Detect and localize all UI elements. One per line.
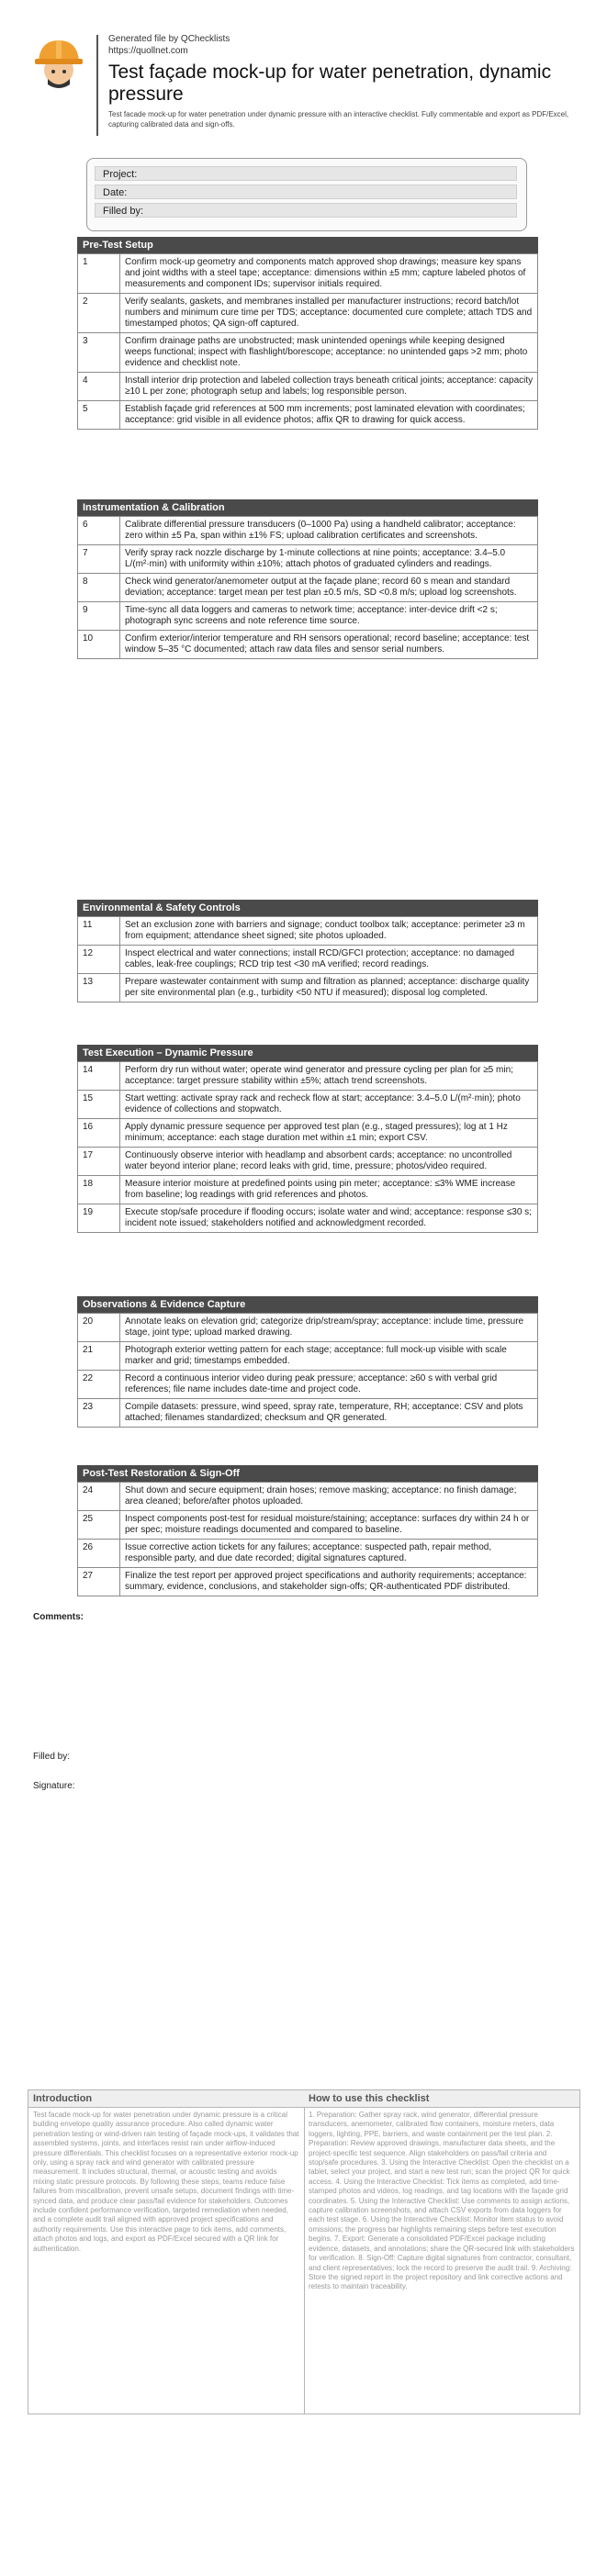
item-number: 12: [78, 946, 120, 974]
checklist-table: [77, 1313, 538, 1428]
item-text: Continuously observe interior with headlamp and absorbent cards; acceptance: no uncontrolled water beyond interior plane; record leaks with grid, time, pressure; photos/video required.: [120, 1148, 538, 1176]
checklist-item[interactable]: [78, 517, 538, 545]
item-number: 1: [78, 254, 120, 294]
item-text: Apply dynamic pressure sequence per approved test plan (e.g., staged pressures); log at 1 Hz minimum; acceptance: each stage duration met within ±1 min; export CSV.: [120, 1119, 538, 1148]
date-field[interactable]: Date:: [95, 185, 517, 199]
item-number: 14: [78, 1062, 120, 1091]
item-number: 21: [78, 1342, 120, 1371]
checklist-item[interactable]: [78, 401, 538, 430]
comments-label: Comments:: [33, 1612, 84, 1622]
generated-by-text: Generated file by QChecklists: [108, 34, 230, 44]
item-text: Prepare wastewater containment with sump and filtration as planned; acceptance: discharge quality per site environmental plan (e.g., turbidity <50 NTU if measured); disposal log completed.: [120, 974, 538, 1002]
hardhat-logo-icon: [29, 33, 88, 92]
checklist-item[interactable]: [78, 545, 538, 574]
howto-heading: How to use this checklist: [304, 2090, 579, 2108]
introduction-heading: Introduction: [28, 2090, 304, 2108]
item-number: 11: [78, 917, 120, 946]
item-text: Issue corrective action tickets for any failures; acceptance: suspected path, repair method, responsible party, and due date recorded; digital signatures captured.: [120, 1540, 538, 1568]
item-number: 10: [78, 631, 120, 659]
item-text: Annotate leaks on elevation grid; categorize drip/stream/spray; acceptance: include time, pressure stage, joint type; upload marked drawing.: [120, 1314, 538, 1342]
item-text: Shut down and secure equipment; drain hoses; remove masking; acceptance: no finish damage; area cleaned; before/after photos uploaded.: [120, 1483, 538, 1511]
item-text: Confirm exterior/interior temperature and RH sensors operational; record baseline; acceptance: test window 5–35 °C documented; attach raw data files and sensor serial numbers.: [120, 631, 538, 659]
item-number: 18: [78, 1176, 120, 1204]
checklist-item[interactable]: [78, 1342, 538, 1371]
header-divider: [96, 35, 98, 136]
checklist-item[interactable]: [78, 1314, 538, 1342]
checklist-section: [77, 1465, 538, 1596]
info-panel: [28, 2089, 580, 2414]
checklist-item[interactable]: [78, 1483, 538, 1511]
item-text: Confirm mock-up geometry and components match approved shop drawings; measure key spans and joint widths with a steel tape; acceptance: dimensions within ±5 mm; capture labeled photos of measurements and component IDs; supervisor initials required.: [120, 254, 538, 294]
page-title: Test façade mock-up for water penetration, dynamic pressure: [108, 62, 552, 105]
section-heading: Instrumentation & Calibration: [77, 499, 538, 516]
item-number: 19: [78, 1204, 120, 1233]
item-text: Set an exclusion zone with barriers and signage; conduct toolbox talk; acceptance: perimeter ≥3 m from equipment; attendance sheet signed; site photos uploaded.: [120, 917, 538, 946]
checklist-table: [77, 253, 538, 430]
checklist-item[interactable]: [78, 254, 538, 294]
filled-by-field[interactable]: Filled by:: [95, 203, 517, 218]
item-text: Time-sync all data loggers and cameras to network time; acceptance: inter-device drift <2 s; photograph sync screens and note reference time source.: [120, 602, 538, 631]
item-number: 2: [78, 294, 120, 333]
checklist-item[interactable]: [78, 602, 538, 631]
checklist-item[interactable]: [78, 574, 538, 602]
item-number: 17: [78, 1148, 120, 1176]
item-text: Establish façade grid references at 500 mm increments; post laminated elevation with coordinates; acceptance: grid visible in all evidence photos; affix QR to drawing for quick access.: [120, 401, 538, 430]
item-text: Finalize the test report per approved project specifications and authority requirements; acceptance: summary, evidence, conclusions, and stakeholder sign-offs; QR-authenticated PDF distributed.: [120, 1568, 538, 1596]
checklist-section: [77, 499, 538, 659]
item-text: Calibrate differential pressure transducers (0–1000 Pa) using a handheld calibrator; acceptance: zero within ±5 Pa, span within ±1% FS; upload calibration certificates and screenshots.: [120, 517, 538, 545]
item-number: 25: [78, 1511, 120, 1540]
section-heading: Post-Test Restoration & Sign-Off: [77, 1465, 538, 1482]
checklist-table: [77, 516, 538, 659]
item-text: Measure interior moisture at predefined points using pin meter; acceptance: ≤3% WME increase from baseline; log readings with grid references and photos.: [120, 1176, 538, 1204]
checklist-section: [77, 900, 538, 1002]
item-text: Inspect electrical and water connections; install RCD/GFCI protection; acceptance: no damaged cables, leak-free couplings; RCD trip test <30 mA verified; record readings.: [120, 946, 538, 974]
checklist-item[interactable]: [78, 946, 538, 974]
checklist-item[interactable]: [78, 1511, 538, 1540]
item-number: 26: [78, 1540, 120, 1568]
checklist-item[interactable]: [78, 1119, 538, 1148]
item-number: 13: [78, 974, 120, 1002]
checklist-item[interactable]: [78, 1399, 538, 1428]
item-number: 15: [78, 1091, 120, 1119]
item-number: 8: [78, 574, 120, 602]
checklist-item[interactable]: [78, 1176, 538, 1204]
item-number: 6: [78, 517, 120, 545]
item-number: 7: [78, 545, 120, 574]
checklist-item[interactable]: [78, 1091, 538, 1119]
item-number: 24: [78, 1483, 120, 1511]
checklist-item[interactable]: [78, 1148, 538, 1176]
checklist-item[interactable]: [78, 333, 538, 373]
section-heading: Pre-Test Setup: [77, 237, 538, 253]
checklist-section: [77, 1045, 538, 1233]
item-number: 5: [78, 401, 120, 430]
page-description: Test facade mock-up for water penetration under dynamic pressure with an interactive checklist. Fully commentable and export as PDF/Excel, capturing calibrated data and sign-offs.: [108, 110, 569, 129]
item-text: Compile datasets: pressure, wind speed, spray rate, temperature, RH; acceptance: CSV and plots attached; filenames standardized; checksum and QR generated.: [120, 1399, 538, 1428]
item-text: Confirm drainage paths are unobstructed; mask unintended openings while keeping designed weeps functional; inspect with flashlight/borescope; acceptance: no unintended gaps >2 mm; photo evidence and checklist note.: [120, 333, 538, 373]
item-number: 22: [78, 1371, 120, 1399]
howto-column: [304, 2090, 579, 2414]
item-text: Check wind generator/anemometer output at the façade plane; record 60 s mean and standard deviation; acceptance: target mean per test plan ±0.5 m/s, SD <0.8 m/s; upload log screenshots.: [120, 574, 538, 602]
project-info-box: [86, 158, 527, 231]
item-text: Inspect components post-test for residual moisture/staining; acceptance: surfaces dry within 24 h or per spec; moisture readings documented and compared to baseline.: [120, 1511, 538, 1540]
introduction-text: Test facade mock-up for water penetration under dynamic pressure is a critical building envelope quality assurance procedure. Also called dynamic water penetration testing or wind-driven rain testing of façade mock-ups, it validates that assembled systems, joints, and interfaces resist rain under airflow-induced pressure differentials. This checklist focuses on a representative exterior mock-up only, using a spray rack and wind generator with calibrated pressure measurement. It includes structural, thermal, or acoustic testing and avoids mixing static pressure protocols. By following these steps, teams reduce false failures from miscalibration, prevent unsafe setups, document findings with time-synced data, and produce clear pass/fail evidence for stakeholders. Outcomes include confident performance verification, targeted remediation when needed, and a complete audit trail aligned with approved project specifications and authority requirements. Use this interactive page to tick items, add comments, attach photos and logs, and export as PDF/Excel secured with a QR link for authentication.: [33, 2111, 299, 2253]
item-number: 20: [78, 1314, 120, 1342]
checklist-item[interactable]: [78, 373, 538, 401]
item-number: 3: [78, 333, 120, 373]
howto-text: 1. Preparation: Gather spray rack, wind generator, differential pressure transducers, anemometer, calibrated flow containers, moisture meters, data loggers, lighting, PPE, barriers, and waste containment per the test plan. 2. Preparation: Review approved drawings, manufacturer data sheets, and the project-specific test sequence. Align stakeholders on pass/fail criteria and stop/safe procedures. 3. Using the Interactive Checklist: Open the checklist on a tablet, select your project, and start a new test run; scan the project QR for quick access. 4. Using the Interactive Checklist: Tick items as completed, add time-stamped photos and videos, log readings, and tag locations with the façade grid coordinates. 5. Using the Interactive Checklist: Use comments to assign actions, capture calibration screenshots, and attach CSV exports from data loggers for each test stage. 6. Using the Interactive Checklist: Monitor item status to avoid omissions; the progress bar highlights remaining steps before test execution begins. 7. Export: Generate a consolidated PDF/Excel package including evidence, datasets, and annotations; share the QR-secured link with stakeholders for verification. 8. Sign-Off: Capture digital signatures from contractor, consultant, and client representatives; lock the record to preserve the audit trail. 9. Archiving: Store the signed report in the project repository and link corrective actions and retests to maintain traceability.: [309, 2111, 575, 2291]
section-heading: Test Execution – Dynamic Pressure: [77, 1045, 538, 1061]
checklist-item[interactable]: [78, 1540, 538, 1568]
introduction-column: [28, 2090, 305, 2414]
signature-label: Signature:: [33, 1781, 75, 1791]
item-text: Start wetting: activate spray rack and recheck flow at start; acceptance: 3.4–5.0 L/(m²·min); photo evidence of collections and stopwatch.: [120, 1091, 538, 1119]
item-number: 4: [78, 373, 120, 401]
source-url-link[interactable]: https://quollnet.com: [108, 46, 188, 56]
checklist-item[interactable]: [78, 1568, 538, 1596]
item-text: Perform dry run without water; operate wind generator and pressure cycling per plan for ≥5 min; acceptance: target pressure stability within ±5%; attach trend screenshots.: [120, 1062, 538, 1091]
project-field[interactable]: Project:: [95, 166, 517, 181]
item-text: Photograph exterior wetting pattern for each stage; acceptance: full mock-up visible with scale marker and grid; timestamps embedded.: [120, 1342, 538, 1371]
item-text: Record a continuous interior video during peak pressure; acceptance: ≥60 s with verbal grid references; file name includes date-time and project code.: [120, 1371, 538, 1399]
item-text: Execute stop/safe procedure if flooding occurs; isolate water and wind; acceptance: response ≤30 s; incident note issued; stakeholders notified and acknowledgment recorded.: [120, 1204, 538, 1233]
item-text: Verify sealants, gaskets, and membranes installed per manufacturer instructions; record batch/lot numbers and minimum cure time per TDS; acceptance: documented cure complete; attach TDS and timestamped photos; QA sign-off captured.: [120, 294, 538, 333]
checklist-table: [77, 1061, 538, 1233]
section-heading: Observations & Evidence Capture: [77, 1296, 538, 1313]
filled-by-label: Filled by:: [33, 1752, 71, 1762]
item-number: 27: [78, 1568, 120, 1596]
checklist-item[interactable]: [78, 917, 538, 946]
item-text: Install interior drip protection and labeled collection trays beneath critical joints; acceptance: capacity ≥10 L per zone; photograph setup and labels; log responsible person.: [120, 373, 538, 401]
item-text: Verify spray rack nozzle discharge by 1-minute collections at nine points; acceptance: 3.4–5.0 L/(m²·min) with uniformity within ±10%; attach photos of graduated cylinders and readings.: [120, 545, 538, 574]
section-heading: Environmental & Safety Controls: [77, 900, 538, 916]
item-number: 23: [78, 1399, 120, 1428]
item-number: 16: [78, 1119, 120, 1148]
item-number: 9: [78, 602, 120, 631]
checklist-item[interactable]: [78, 1204, 538, 1233]
checklist-item[interactable]: [78, 1371, 538, 1399]
checklist-item[interactable]: [78, 1062, 538, 1091]
checklist-section: [77, 1296, 538, 1428]
checklist-item[interactable]: [78, 294, 538, 333]
checklist-item[interactable]: [78, 974, 538, 1002]
checklist-table: [77, 916, 538, 1002]
checklist-section: [77, 237, 538, 430]
checklist-item[interactable]: [78, 631, 538, 659]
checklist-table: [77, 1482, 538, 1596]
